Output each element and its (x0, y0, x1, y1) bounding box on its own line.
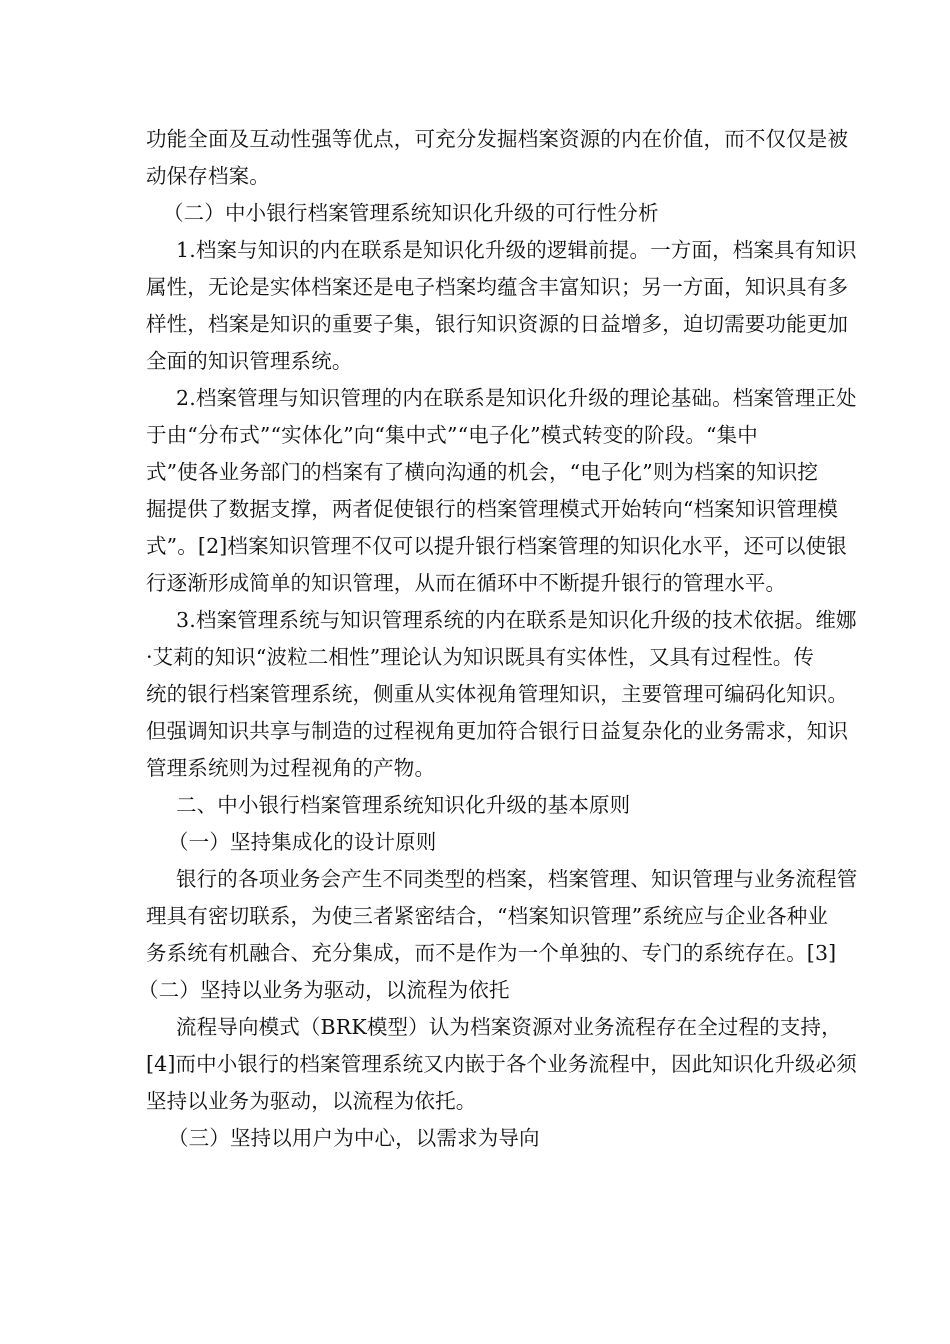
text-line: 功能全面及互动性强等优点，可充分发掘档案资源的内在价值，而不仅仅是被 (146, 127, 849, 151)
text-line: 属性，无论是实体档案还是电子档案均蕴含丰富知识；另一方面，知识具有多 (146, 275, 849, 299)
text-line: 式”。[2]档案知识管理不仅可以提升银行档案管理的知识化水平，还可以使银 (146, 534, 847, 558)
subsection-heading: （二）坚持以业务为驱动，以流程为依托 (138, 978, 510, 1002)
text-line: 管理系统则为过程视角的产物。 (146, 756, 436, 780)
text-line: 动保存档案。 (146, 164, 270, 188)
text-line: [4]而中小银行的档案管理系统又内嵌于各个业务流程中，因此知识化升级必须 (146, 1052, 857, 1076)
text-line: 理具有密切联系，为使三者紧密结合，“档案知识管理”系统应与企业各种业 (146, 904, 829, 928)
section-heading: （二）中小银行档案管理系统知识化升级的可行性分析 (163, 201, 659, 225)
text-line: 样性，档案是知识的重要子集，银行知识资源的日益增多，迫切需要功能更加 (146, 312, 849, 336)
text-line: 全面的知识管理系统。 (146, 349, 353, 373)
text-line: ·艾莉的知识“波粒二相性”理论认为知识既具有实体性，又具有过程性。传 (146, 645, 815, 669)
text-line: 但强调知识共享与制造的过程视角更加符合银行日益复杂化的业务需求，知识 (146, 719, 849, 743)
text-line: 务系统有机融合、充分集成，而不是作为一个单独的、专门的系统存在。[3] (146, 941, 837, 965)
subsection-heading: （一）坚持集成化的设计原则 (168, 830, 437, 854)
section-heading: 二、中小银行档案管理系统知识化升级的基本原则 (176, 793, 631, 817)
paragraph-start-line: 1.档案与知识的内在联系是知识化升级的逻辑前提。一方面，档案具有知识 (176, 238, 857, 262)
text-line: 于由“分布式”“实体化”向“集中式”“电子化”模式转变的阶段。“集中 (146, 423, 758, 447)
text-line: 坚持以业务为驱动，以流程为依托。 (146, 1089, 477, 1113)
paragraph-start-line: 2.档案管理与知识管理的内在联系是知识化升级的理论基础。档案管理正处 (176, 386, 857, 410)
text-line: 统的银行档案管理系统，侧重从实体视角管理知识，主要管理可编码化知识。 (146, 682, 849, 706)
text-line: 行逐渐形成简单的知识管理，从而在循环中不断提升银行的管理水平。 (146, 571, 787, 595)
paragraph-start-line: 3.档案管理系统与知识管理系统的内在联系是知识化升级的技术依据。维娜 (176, 608, 857, 632)
text-line: 式”使各业务部门的档案有了横向沟通的机会，“电子化”则为档案的知识挖 (146, 460, 819, 484)
text-line: 掘提供了数据支撑，两者促使银行的档案管理模式开始转向“档案知识管理模 (146, 497, 839, 521)
subsection-heading: （三）坚持以用户为中心，以需求为导向 (168, 1126, 540, 1150)
paragraph-start-line: 流程导向模式（BRK模型）认为档案资源对业务流程存在全过程的支持， (176, 1015, 842, 1039)
paragraph-start-line: 银行的各项业务会产生不同类型的档案，档案管理、知识管理与业务流程管 (176, 867, 858, 891)
